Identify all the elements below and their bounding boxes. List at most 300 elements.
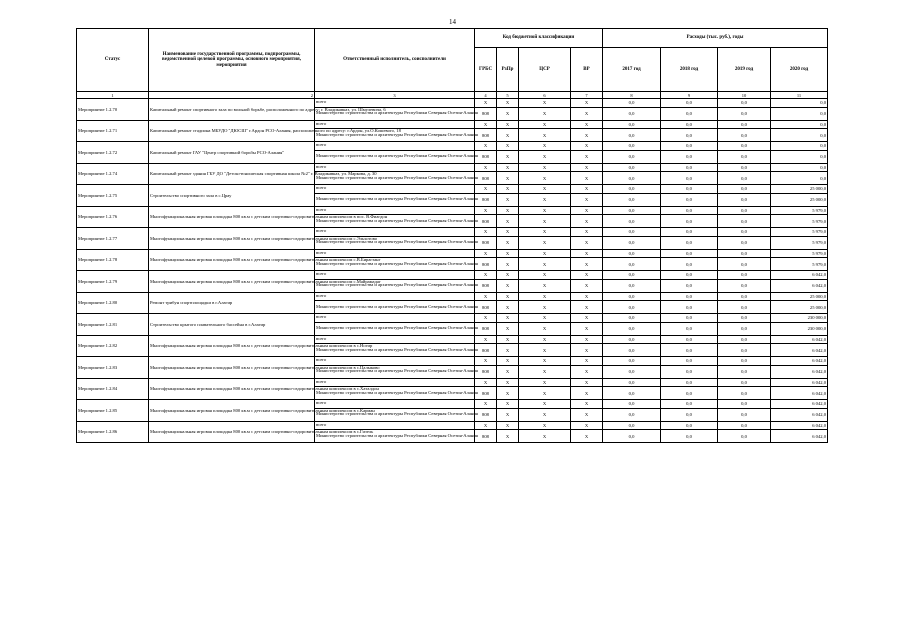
code-x: X	[519, 357, 571, 366]
value-2020: 6 042,0	[771, 344, 828, 357]
row-status: Мероприятие 1.2.85	[77, 400, 149, 422]
value-2017: 0,0	[603, 378, 661, 387]
code-x: X	[519, 150, 571, 163]
value-2020: 5 979,0	[771, 228, 828, 237]
code-x: X	[519, 206, 571, 215]
value-2018: 0,0	[661, 365, 718, 378]
header-status: Статус	[77, 29, 149, 92]
value-2017: 0,0	[603, 142, 661, 151]
row-responsible: Министерство строительства и архитектуры Республики Северная Осетия-Алания	[315, 301, 475, 314]
value-2020: 0,0	[771, 129, 828, 142]
code-x: X	[571, 206, 603, 215]
code-x: X	[475, 271, 497, 280]
header-budget-classification: Код бюджетной классификации	[475, 29, 603, 48]
value-2020: 6 042,0	[771, 279, 828, 292]
row-responsible: Министерство строительства и архитектуры Республики Северная Осетия-Алания	[315, 322, 475, 335]
col-number: 1	[77, 92, 149, 99]
code-x: X	[571, 365, 603, 378]
code-grbs: 808	[475, 365, 497, 378]
code-x: X	[519, 185, 571, 194]
code-x: X	[571, 249, 603, 258]
row-responsible: Министерство строительства и архитектуры Республики Северная Осетия-Алания	[315, 129, 475, 142]
value-2017: 0,0	[603, 228, 661, 237]
row-name: Многофункциональная игровая площадка 800 кв.м с детским спортивно-оздоровительным комплексом в пос. В.Фиагдон	[149, 206, 315, 228]
col-number: 5	[497, 92, 519, 99]
row-total-label: всего	[315, 271, 475, 280]
value-2019: 0,0	[718, 163, 771, 172]
code-x: X	[497, 142, 519, 151]
value-2020: 6 042,0	[771, 357, 828, 366]
code-x: X	[497, 163, 519, 172]
value-2017: 0,0	[603, 430, 661, 443]
table-row	[77, 400, 828, 409]
code-x: X	[519, 120, 571, 129]
code-x: X	[519, 378, 571, 387]
table-row	[77, 271, 828, 280]
value-2017: 0,0	[603, 129, 661, 142]
code-x: X	[571, 271, 603, 280]
row-name: Многофункциональная игровая площадка 800 кв.м с детским спортивно-оздоровительным комплексом с.В.Бирагзанг	[149, 249, 315, 271]
code-x: X	[519, 163, 571, 172]
value-2017: 0,0	[603, 335, 661, 344]
row-status: Мероприятие 1.2.70	[77, 99, 149, 121]
table-row	[77, 314, 828, 323]
value-2019: 0,0	[718, 292, 771, 301]
table-row	[77, 335, 828, 344]
row-responsible: Министерство строительства и архитектуры Республики Северная Осетия-Алания	[315, 107, 475, 120]
value-2018: 0,0	[661, 408, 718, 421]
code-x: X	[571, 120, 603, 129]
code-x: X	[519, 142, 571, 151]
program-expenses-table	[76, 28, 828, 443]
row-total-label: всего	[315, 142, 475, 151]
row-responsible: Министерство строительства и архитектуры Республики Северная Осетия-Алания	[315, 193, 475, 206]
code-x: X	[519, 292, 571, 301]
code-x: X	[519, 193, 571, 206]
value-2019: 0,0	[718, 215, 771, 228]
value-2020: 6 042,0	[771, 408, 828, 421]
value-2019: 0,0	[718, 236, 771, 249]
code-x: X	[475, 120, 497, 129]
code-x: X	[475, 314, 497, 323]
code-x: X	[571, 279, 603, 292]
value-2017: 0,0	[603, 185, 661, 194]
table-row	[77, 378, 828, 387]
code-x: X	[497, 322, 519, 335]
code-x: X	[519, 301, 571, 314]
code-grbs: 808	[475, 236, 497, 249]
value-2020: 230 000,0	[771, 314, 828, 323]
value-2019: 0,0	[718, 301, 771, 314]
code-x: X	[519, 236, 571, 249]
table-row	[77, 421, 828, 430]
code-x: X	[497, 129, 519, 142]
value-2019: 0,0	[718, 206, 771, 215]
value-2017: 0,0	[603, 206, 661, 215]
code-grbs: 808	[475, 279, 497, 292]
value-2017: 0,0	[603, 236, 661, 249]
value-2018: 0,0	[661, 378, 718, 387]
col-number: 10	[718, 92, 771, 99]
value-2019: 0,0	[718, 378, 771, 387]
col-number: 4	[475, 92, 497, 99]
value-2019: 0,0	[718, 258, 771, 271]
value-2019: 0,0	[718, 279, 771, 292]
value-2019: 0,0	[718, 107, 771, 120]
value-2017: 0,0	[603, 215, 661, 228]
code-x: X	[571, 228, 603, 237]
code-x: X	[519, 335, 571, 344]
code-x: X	[519, 249, 571, 258]
value-2018: 0,0	[661, 99, 718, 108]
code-x: X	[497, 279, 519, 292]
value-2018: 0,0	[661, 185, 718, 194]
row-status: Мероприятие 1.2.80	[77, 292, 149, 314]
value-2019: 0,0	[718, 408, 771, 421]
code-x: X	[519, 430, 571, 443]
code-x: X	[571, 236, 603, 249]
code-x: X	[475, 99, 497, 108]
row-name: Многофункциональная игровая площадка 800 кв.м с детским спортивно-оздоровительным комплексом в с.Ногир	[149, 335, 315, 357]
table-row	[77, 99, 828, 108]
code-x: X	[519, 129, 571, 142]
table-row	[77, 228, 828, 237]
code-x: X	[497, 430, 519, 443]
code-x: X	[497, 258, 519, 271]
value-2018: 0,0	[661, 421, 718, 430]
value-2019: 0,0	[718, 120, 771, 129]
value-2017: 0,0	[603, 172, 661, 185]
value-2017: 0,0	[603, 421, 661, 430]
header-rzpr: РзПр	[497, 48, 519, 92]
table-row	[77, 292, 828, 301]
row-name: Капитальный ремонт здания ГБУ ДО "Детско-юношеская спортивная школа №2" г. Владикавказ, ул. Маркова, д. 30	[149, 163, 315, 185]
page-number: 14	[449, 18, 456, 26]
code-grbs: 808	[475, 258, 497, 271]
row-total-label: всего	[315, 357, 475, 366]
value-2020: 6 042,0	[771, 421, 828, 430]
value-2020: 5 979,0	[771, 249, 828, 258]
value-2019: 0,0	[718, 249, 771, 258]
code-x: X	[571, 400, 603, 409]
table-row	[77, 249, 828, 258]
code-x: X	[497, 206, 519, 215]
code-x: X	[571, 163, 603, 172]
value-2019: 0,0	[718, 185, 771, 194]
row-responsible: Министерство строительства и архитектуры Республики Северная Осетия-Алания	[315, 408, 475, 421]
code-x: X	[497, 215, 519, 228]
code-x: X	[497, 357, 519, 366]
col-number: 8	[603, 92, 661, 99]
code-grbs: 808	[475, 301, 497, 314]
value-2020: 0,0	[771, 172, 828, 185]
code-x: X	[475, 142, 497, 151]
row-responsible: Министерство строительства и архитектуры Республики Северная Осетия-Алания	[315, 236, 475, 249]
value-2020: 6 042,0	[771, 430, 828, 443]
code-grbs: 808	[475, 150, 497, 163]
code-x: X	[519, 215, 571, 228]
value-2020: 230 000,0	[771, 322, 828, 335]
row-total-label: всего	[315, 400, 475, 409]
value-2017: 0,0	[603, 193, 661, 206]
value-2019: 0,0	[718, 99, 771, 108]
code-x: X	[475, 400, 497, 409]
code-grbs: 808	[475, 129, 497, 142]
row-name: Многофункциональная игровая площадка 800 кв.м с детским спортивно-оздоровительным комплексом с.Майрамадаг	[149, 271, 315, 293]
value-2019: 0,0	[718, 387, 771, 400]
code-grbs: 808	[475, 344, 497, 357]
col-number: 11	[771, 92, 828, 99]
row-status: Мероприятие 1.2.83	[77, 357, 149, 379]
code-x: X	[497, 185, 519, 194]
value-2020: 5 979,0	[771, 236, 828, 249]
code-x: X	[475, 335, 497, 344]
value-2020: 6 042,0	[771, 365, 828, 378]
row-status: Мероприятие 1.2.71	[77, 120, 149, 142]
code-x: X	[519, 271, 571, 280]
code-x: X	[571, 107, 603, 120]
code-x: X	[519, 322, 571, 335]
row-total-label: всего	[315, 163, 475, 172]
code-x: X	[519, 365, 571, 378]
value-2017: 0,0	[603, 301, 661, 314]
row-responsible: Министерство строительства и архитектуры Республики Северная Осетия-Алания	[315, 172, 475, 185]
row-responsible: Министерство строительства и архитектуры Республики Северная Осетия-Алания	[315, 258, 475, 271]
value-2019: 0,0	[718, 322, 771, 335]
value-2019: 0,0	[718, 357, 771, 366]
value-2019: 0,0	[718, 421, 771, 430]
value-2017: 0,0	[603, 344, 661, 357]
row-responsible: Министерство строительства и архитектуры Республики Северная Осетия-Алания	[315, 365, 475, 378]
value-2018: 0,0	[661, 172, 718, 185]
code-grbs: 808	[475, 430, 497, 443]
row-status: Мероприятие 1.2.77	[77, 228, 149, 250]
value-2017: 0,0	[603, 408, 661, 421]
code-x: X	[475, 228, 497, 237]
value-2018: 0,0	[661, 335, 718, 344]
value-2017: 0,0	[603, 387, 661, 400]
value-2018: 0,0	[661, 258, 718, 271]
value-2017: 0,0	[603, 150, 661, 163]
code-grbs: 808	[475, 107, 497, 120]
value-2018: 0,0	[661, 387, 718, 400]
code-x: X	[497, 271, 519, 280]
value-2018: 0,0	[661, 236, 718, 249]
table-row	[77, 163, 828, 172]
code-x: X	[519, 400, 571, 409]
value-2017: 0,0	[603, 365, 661, 378]
header-csr: ЦСР	[519, 48, 571, 92]
header-responsible: Ответственный исполнитель, соисполнители	[315, 29, 475, 92]
value-2019: 0,0	[718, 400, 771, 409]
value-2020: 6 042,0	[771, 400, 828, 409]
code-x: X	[519, 344, 571, 357]
table-row	[77, 357, 828, 366]
col-number: 3	[315, 92, 475, 99]
col-number: 9	[661, 92, 718, 99]
value-2020: 6 042,0	[771, 387, 828, 400]
code-x: X	[519, 172, 571, 185]
code-x: X	[519, 258, 571, 271]
value-2019: 0,0	[718, 314, 771, 323]
code-x: X	[571, 129, 603, 142]
header-2017: 2017 год	[603, 48, 661, 92]
code-x: X	[571, 142, 603, 151]
code-x: X	[475, 378, 497, 387]
row-name: Строительство спортивного зала в с.Црау	[149, 185, 315, 207]
code-x: X	[571, 322, 603, 335]
code-x: X	[571, 344, 603, 357]
value-2018: 0,0	[661, 228, 718, 237]
row-status: Мероприятие 1.2.78	[77, 249, 149, 271]
value-2020: 0,0	[771, 142, 828, 151]
value-2018: 0,0	[661, 142, 718, 151]
row-total-label: всего	[315, 185, 475, 194]
code-x: X	[475, 421, 497, 430]
table-row	[77, 185, 828, 194]
code-x: X	[497, 150, 519, 163]
row-status: Мероприятие 1.2.82	[77, 335, 149, 357]
code-x: X	[571, 421, 603, 430]
code-x: X	[475, 163, 497, 172]
col-number: 2	[149, 92, 315, 99]
code-x: X	[571, 193, 603, 206]
value-2020: 0,0	[771, 120, 828, 129]
row-total-label: всего	[315, 206, 475, 215]
code-x: X	[475, 357, 497, 366]
value-2018: 0,0	[661, 301, 718, 314]
code-x: X	[497, 314, 519, 323]
row-total-label: всего	[315, 335, 475, 344]
code-x: X	[519, 421, 571, 430]
row-status: Мероприятие 1.2.74	[77, 163, 149, 185]
code-x: X	[497, 107, 519, 120]
header-grbs: ГРБС	[475, 48, 497, 92]
code-grbs: 808	[475, 322, 497, 335]
value-2018: 0,0	[661, 430, 718, 443]
code-x: X	[497, 236, 519, 249]
header-vr: ВР	[571, 48, 603, 92]
row-name: Ремонт трибун спортплощадки в г.Алагир	[149, 292, 315, 314]
code-x: X	[571, 301, 603, 314]
code-x: X	[497, 335, 519, 344]
row-total-label: всего	[315, 292, 475, 301]
row-total-label: всего	[315, 314, 475, 323]
value-2020: 5 979,0	[771, 206, 828, 215]
row-status: Мероприятие 1.2.75	[77, 185, 149, 207]
row-total-label: всего	[315, 120, 475, 129]
value-2020: 0,0	[771, 107, 828, 120]
code-x: X	[497, 365, 519, 378]
code-x: X	[571, 357, 603, 366]
row-name: Капитальный ремонт спортивного зала по вольной борьбе, расположенного по адресу: г. Владикавказ, ул. Шмулевича, 6	[149, 99, 315, 121]
row-responsible: Министерство строительства и архитектуры Республики Северная Осетия-Алания	[315, 387, 475, 400]
row-name: Строительство крытого плавательного бассейна в г.Алагир	[149, 314, 315, 336]
code-x: X	[519, 279, 571, 292]
col-number: 7	[571, 92, 603, 99]
value-2018: 0,0	[661, 357, 718, 366]
row-name: Многофункциональная игровая площадка 800 кв.м с детским спортивно-оздоровительным комплексом в с.Карман	[149, 400, 315, 422]
col-number: 6	[519, 92, 571, 99]
code-x: X	[519, 228, 571, 237]
row-name: Многофункциональная игровая площадка 800 кв.м с детским спортивно-оздоровительным комплексом в с.Хаталдон	[149, 378, 315, 400]
table-row	[77, 206, 828, 215]
value-2017: 0,0	[603, 279, 661, 292]
code-x: X	[497, 408, 519, 421]
value-2019: 0,0	[718, 228, 771, 237]
table-row	[77, 120, 828, 129]
header-2020: 2020 год	[771, 48, 828, 92]
value-2018: 0,0	[661, 107, 718, 120]
value-2018: 0,0	[661, 322, 718, 335]
row-name: Многофункциональная игровая площадка 800 кв.м с детским спортивно-оздоровительным комплексом с.Эльхотово	[149, 228, 315, 250]
code-x: X	[497, 387, 519, 400]
row-status: Мероприятие 1.2.86	[77, 421, 149, 443]
value-2020: 0,0	[771, 99, 828, 108]
code-x: X	[497, 228, 519, 237]
row-status: Мероприятие 1.2.72	[77, 142, 149, 164]
code-x: X	[497, 378, 519, 387]
code-x: X	[497, 249, 519, 258]
row-responsible: Министерство строительства и архитектуры Республики Северная Осетия-Алания	[315, 279, 475, 292]
code-x: X	[571, 150, 603, 163]
row-status: Мероприятие 1.2.81	[77, 314, 149, 336]
code-x: X	[497, 400, 519, 409]
row-name: Капитальный ремонт стадиона МБУДО "ДЮСШ" г.Ардон РСО-Алания, расположенного по адресу: г.Ардон, ул.О.Кошевого, 18	[149, 120, 315, 142]
value-2018: 0,0	[661, 400, 718, 409]
code-x: X	[571, 335, 603, 344]
value-2018: 0,0	[661, 271, 718, 280]
code-x: X	[497, 120, 519, 129]
value-2019: 0,0	[718, 150, 771, 163]
value-2020: 0,0	[771, 163, 828, 172]
row-name: Капитальный ремонт ГАУ "Центр спортивной борьбы РСО-Алания"	[149, 142, 315, 164]
value-2019: 0,0	[718, 172, 771, 185]
value-2018: 0,0	[661, 279, 718, 292]
row-total-label: всего	[315, 378, 475, 387]
row-status: Мероприятие 1.2.76	[77, 206, 149, 228]
value-2018: 0,0	[661, 292, 718, 301]
value-2020: 25 000,0	[771, 292, 828, 301]
value-2017: 0,0	[603, 314, 661, 323]
code-x: X	[571, 408, 603, 421]
value-2018: 0,0	[661, 344, 718, 357]
value-2020: 0,0	[771, 150, 828, 163]
value-2019: 0,0	[718, 430, 771, 443]
code-x: X	[519, 99, 571, 108]
code-x: X	[571, 387, 603, 400]
value-2017: 0,0	[603, 357, 661, 366]
row-responsible: Министерство строительства и архитектуры Республики Северная Осетия-Алания	[315, 150, 475, 163]
row-total-label: всего	[315, 421, 475, 430]
code-x: X	[475, 292, 497, 301]
value-2020: 25 000,0	[771, 301, 828, 314]
code-x: X	[475, 185, 497, 194]
code-x: X	[519, 408, 571, 421]
row-name: Многофункциональная игровая площадка 800 кв.м с детским спортивно-оздоровительным комплексом в с.Гизель	[149, 421, 315, 443]
code-x: X	[571, 292, 603, 301]
code-x: X	[475, 206, 497, 215]
code-x: X	[571, 430, 603, 443]
value-2018: 0,0	[661, 129, 718, 142]
code-x: X	[571, 215, 603, 228]
code-x: X	[497, 99, 519, 108]
value-2017: 0,0	[603, 249, 661, 258]
row-total-label: всего	[315, 249, 475, 258]
value-2017: 0,0	[603, 400, 661, 409]
value-2019: 0,0	[718, 129, 771, 142]
code-x: X	[497, 172, 519, 185]
